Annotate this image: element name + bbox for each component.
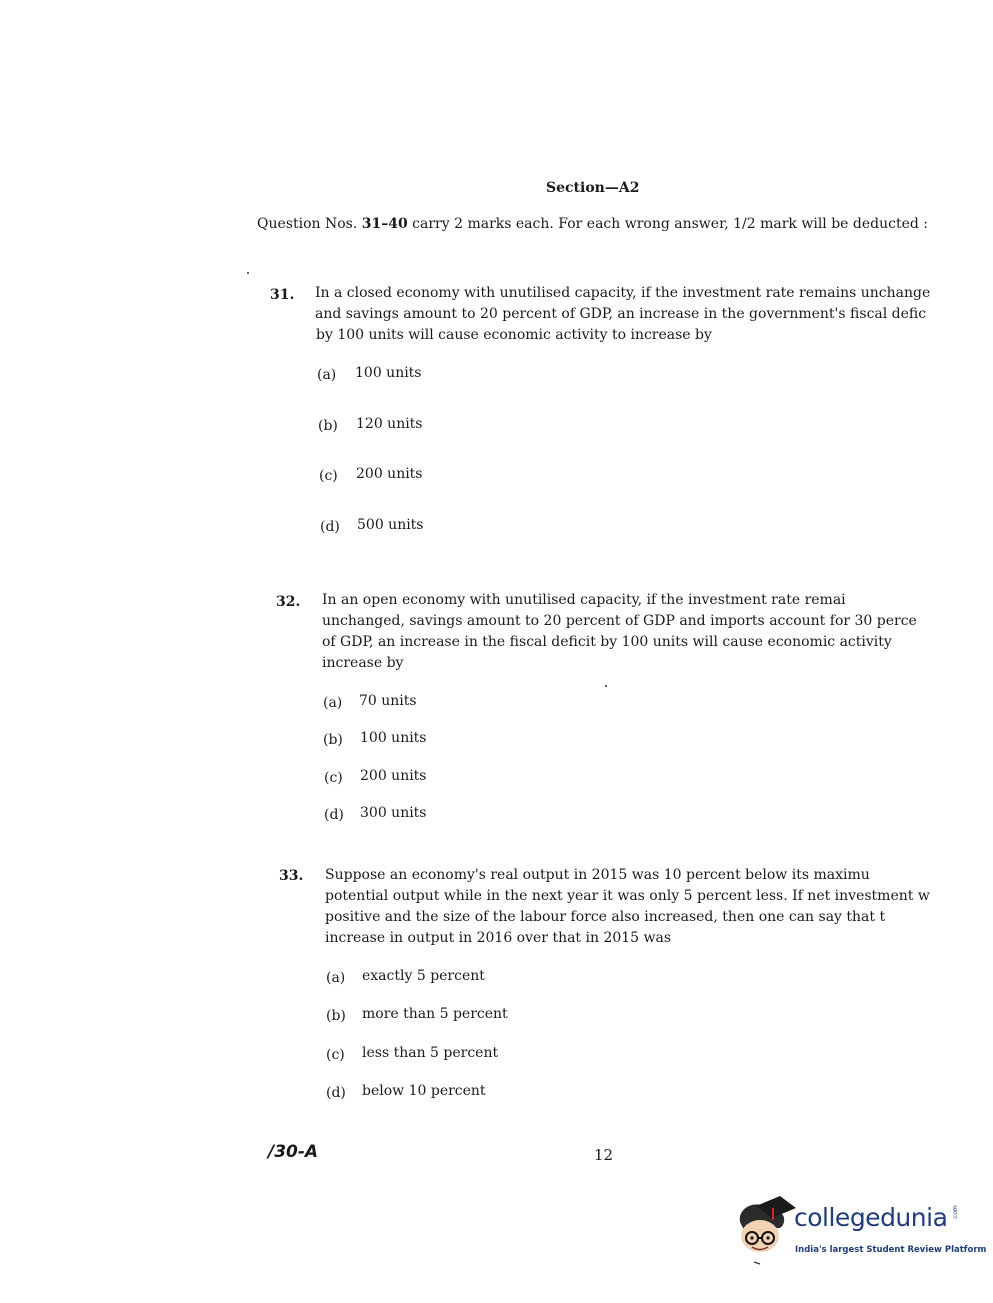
option-text: exactly 5 percent — [362, 968, 485, 984]
question-line: increase in output in 2016 over that in 2015 was — [325, 930, 672, 946]
question-line: potential output while in the next year it was only 5 percent less. If net investment w — [325, 888, 930, 904]
option-label: (a) — [317, 367, 337, 383]
option-text: 200 units — [356, 466, 423, 482]
question-line: and savings amount to 20 percent of GDP, an increase in the government's fiscal defic — [315, 306, 927, 322]
question-line: positive and the size of the labour force also increased, then one can say that t — [325, 909, 886, 925]
option-text: 120 units — [356, 416, 423, 432]
option-text: more than 5 percent — [362, 1006, 508, 1022]
section-title: Section—A2 — [546, 180, 640, 196]
option-text: 70 units — [359, 693, 417, 709]
question-line: of GDP, an increase in the fiscal deficit by 100 units will cause economic activity — [322, 634, 892, 650]
option-text: 300 units — [360, 805, 427, 821]
option-label: (c) — [319, 468, 338, 484]
instructions-suffix: carry 2 marks each. For each wrong answer, 1/2 mark will be deducted : — [407, 216, 929, 232]
option-label: (c) — [324, 770, 343, 786]
scan-speck — [247, 272, 249, 274]
mascot-icon — [736, 1196, 798, 1268]
option-text: 500 units — [357, 517, 424, 533]
question-line: Suppose an economy's real output in 2015 was 10 percent below its maximu — [325, 867, 870, 883]
page-number: 12 — [594, 1146, 614, 1164]
option-label: (b) — [326, 1008, 346, 1024]
brand-name: collegedunia — [794, 1203, 948, 1232]
option-text: less than 5 percent — [362, 1045, 499, 1061]
option-text: 100 units — [360, 730, 427, 746]
brand-domain: .com — [952, 1205, 959, 1220]
scan-speck — [605, 685, 607, 687]
option-text: 200 units — [360, 768, 427, 784]
option-label: (d) — [324, 807, 344, 823]
question-line: by 100 units will cause economic activity to increase by — [316, 327, 712, 343]
option-label: (b) — [318, 418, 338, 434]
instructions-range: 31–40 — [361, 216, 408, 232]
option-label: (a) — [326, 970, 346, 986]
option-text: below 10 percent — [362, 1083, 486, 1099]
option-label: (d) — [326, 1085, 346, 1101]
instructions — [257, 216, 928, 232]
option-label: (c) — [326, 1047, 345, 1063]
option-label: (b) — [323, 732, 343, 748]
question-number: 32. — [276, 594, 301, 610]
question-line: unchanged, savings amount to 20 percent of GDP and imports account for 30 perce — [322, 613, 917, 629]
option-text: 100 units — [355, 365, 422, 381]
question-line: In an open economy with unutilised capacity, if the investment rate remai — [322, 592, 846, 608]
paper-code: /30-A — [268, 1142, 319, 1162]
question-number: 33. — [279, 868, 304, 884]
question-line: increase by — [322, 655, 404, 671]
option-label: (a) — [323, 695, 343, 711]
question-number: 31. — [270, 287, 295, 303]
option-label: (d) — [320, 519, 340, 535]
question-line: In a closed economy with unutilised capacity, if the investment rate remains unchange — [315, 285, 931, 301]
brand-tagline: India's largest Student Review Platform — [795, 1245, 987, 1255]
instructions-prefix: Question Nos. — [257, 216, 362, 232]
